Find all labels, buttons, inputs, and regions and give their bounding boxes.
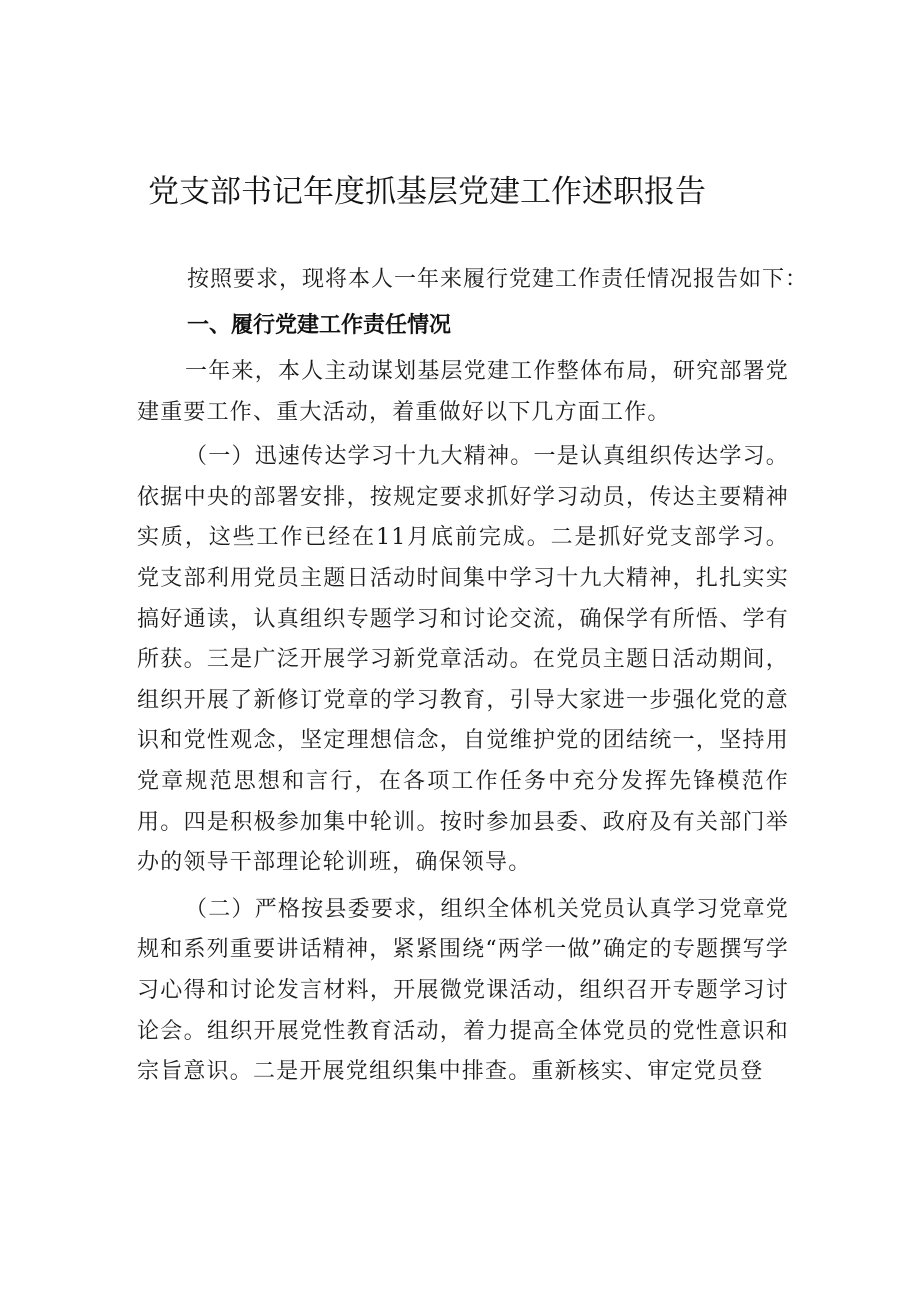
body-text: [137, 352, 789, 1102]
intro-paragraph: 按照要求，现将本人一年来履行党建工作责任情况报告如下：: [187, 267, 809, 292]
document-title: 党支部书记年度抓基层党建工作述职报告: [148, 174, 706, 210]
section-heading: 一、履行党建工作责任情况: [187, 313, 452, 338]
paragraph-item-2: （二）严格按县委要求，组织全体机关党员认真学习党章党规和系列重要讲话精神，紧紧围绕“两学一做”确定的专题撰写学习心得和讨论发言材料，开展微党课活动，组织召开专题学习讨论会。组织开展党性教育活动，着力提高全体党员的党性意识和宗旨意识。二是开展党组织集中排查。重新核实、审定党员登: [137, 896, 789, 1085]
paragraph-overview: 一年来，本人主动谋划基层党建工作整体布局，研究部署党建重要工作、重大活动，着重做好以下几方面工作。: [137, 359, 789, 425]
paragraph-item-1: （一）迅速传达学习十九大精神。一是认真组织传达学习。依据中央的部署安排，按规定要求抓好学习动员，传达主要精神实质，这些工作已经在11月底前完成。二是抓好党支部学习。党支部利用党员主题日活动时间集中学习十九大精神，扎扎实实搞好通读，认真组织专题学习和讨论交流，确保学有所悟、学有所获。三是广泛开展学习新党章活动。在党员主题日活动期间，组织开展了新修订党章的学习教育，引导大家进一步强化党的意识和党性观念，坚定理想信念，自觉维护党的团结统一，坚持用党章规范思想和言行，在各项工作任务中充分发挥先锋模范作用。四是积极参加集中轮训。按时参加县委、政府及有关部门举办的领导干部理论轮训班，确保领导。: [137, 444, 789, 876]
